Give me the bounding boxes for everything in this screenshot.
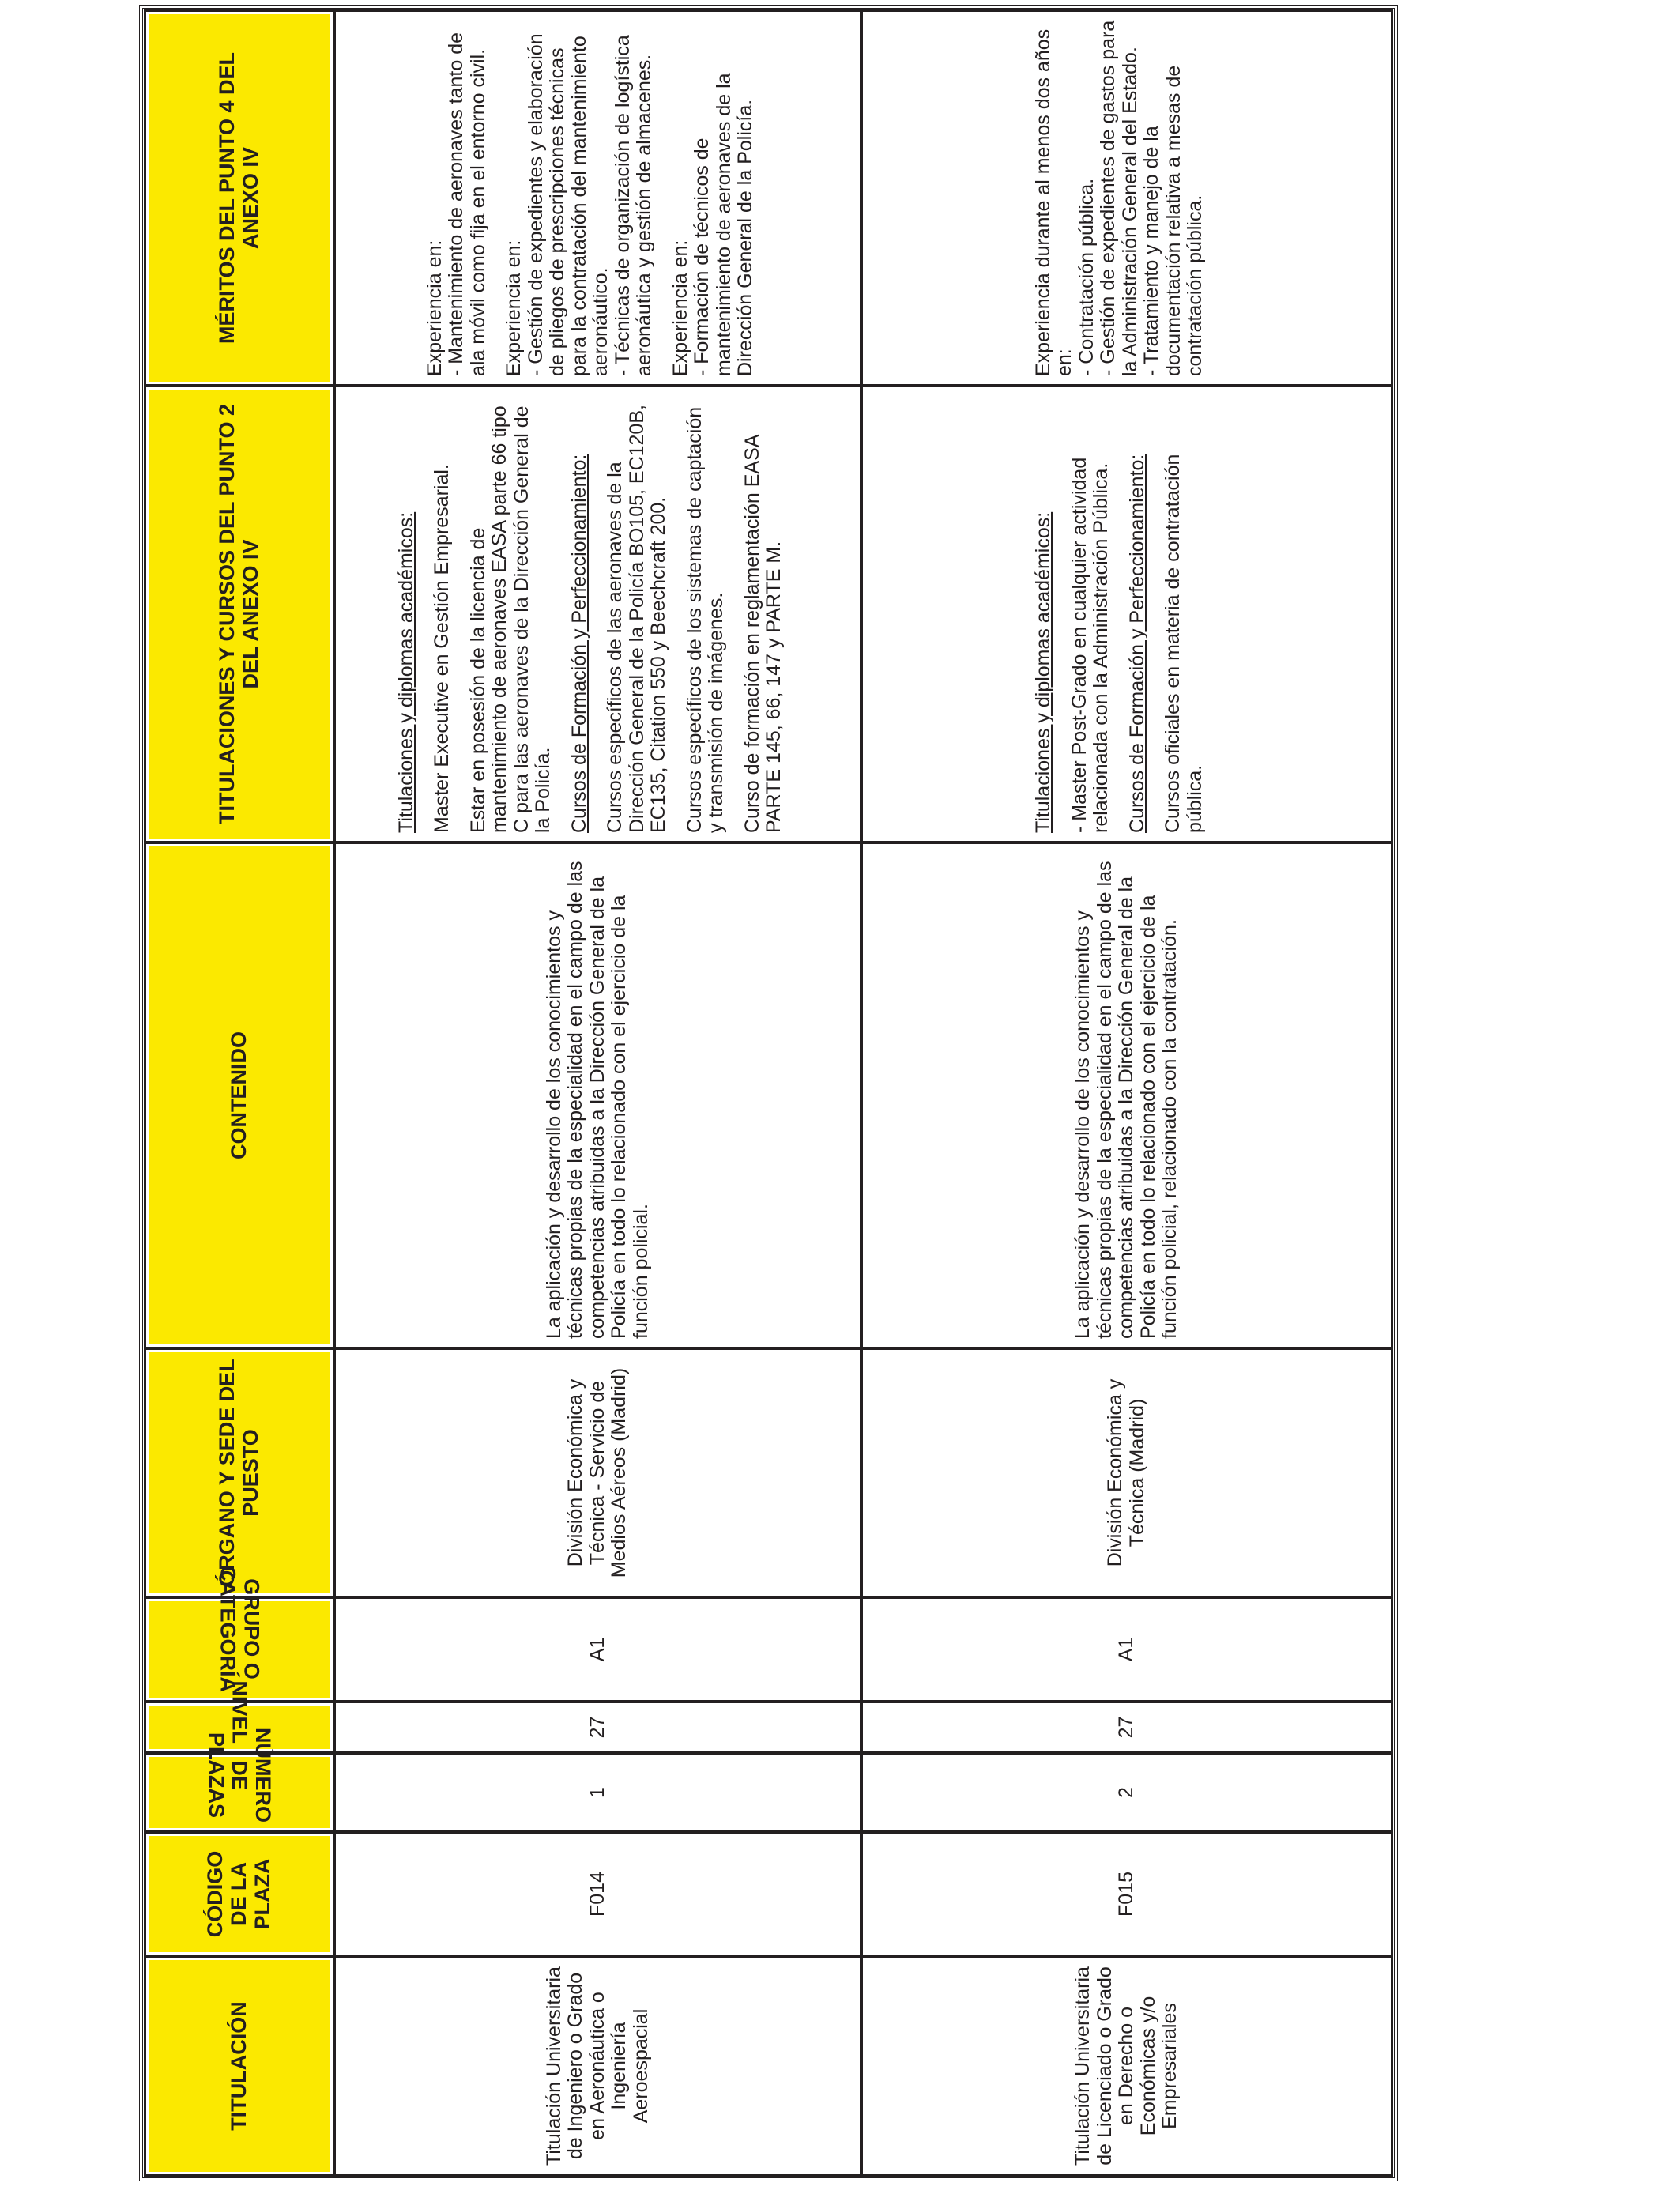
titulaciones-heading: Titulaciones y diplomas académicos: <box>394 511 417 833</box>
cursos-item: Curso de formación en reglamentación EASA PARTE 145, 66, 147 y PARTE M. <box>740 435 785 833</box>
titulaciones-item: - Master Post-Grado en cualquier actividad relacionada con la Administración Pública. <box>1068 457 1113 833</box>
titulaciones-heading: Titulaciones y diplomas académicos: <box>1032 511 1055 833</box>
cursos-item: Cursos oficiales en materia de contratación pública. <box>1162 454 1206 833</box>
cell-organo: División Económica y Técnica - Servicio de Medios Aéreos (Madrid) <box>334 1348 861 1597</box>
plazas-table <box>142 8 1395 2178</box>
meritos-group <box>424 20 490 376</box>
cell-titulacion: Titulación Universitaria de Ingeniero o Grado en Aeronáutica o Ingeniería Aeroespacial <box>334 1956 861 2176</box>
cell-contenido: La aplicación y desarrollo de los conocimientos y técnicas propias de la especialidad en el campo de las competencias atribuidas a la Dirección General de la Policía en todo lo relacionado con el ejercicio de la función policial, relacionado con la contratación. <box>861 843 1392 1348</box>
meritos-group-title: Experiencia en: <box>503 239 525 376</box>
cursos-heading: Cursos de Formación y Perfeccionamiento: <box>567 454 590 833</box>
cell-titulaciones-cursos <box>861 386 1392 843</box>
cell-grupo: A1 <box>861 1597 1392 1702</box>
meritos-group <box>1033 20 1207 376</box>
cell-meritos <box>861 10 1392 386</box>
titulaciones-item: Estar en posesión de la licencia de mantenimiento de aeronaves EASA parte 66 tipo C para las aeronaves de la Dirección General de la Policía. <box>466 405 555 833</box>
cell-contenido: La aplicación y desarrollo de los conocimientos y técnicas propias de la especialidad en el campo de las competencias atribuidas a la Dirección General de la Policía en todo lo relacionado con el ejercicio de la función policial. <box>334 843 861 1348</box>
header-meritos: MÉRITOS DEL PUNTO 4 DEL ANEXO IV <box>145 10 334 386</box>
meritos-group <box>503 20 656 376</box>
cell-codigo: F015 <box>861 1832 1392 1956</box>
meritos-line: - Formación de técnicos de mantenimiento de aeronaves de la Dirección General de la Policía. <box>691 73 757 376</box>
header-titulacion: TITULACIÓN <box>145 1956 334 2176</box>
table-row <box>861 10 1392 2176</box>
header-titulaciones-cursos: TITULACIONES Y CURSOS DEL PUNTO 2 DEL ANEXO IV <box>145 386 334 843</box>
meritos-line: - Gestión de expedientes de gastos para la Administración General del Estado. <box>1097 20 1141 376</box>
header-organo: ÓRGANO Y SEDE DEL PUESTO <box>145 1348 334 1597</box>
meritos-line: - Tratamiento y manejo de la documentación relativa a mesas de contratación pública. <box>1140 65 1207 376</box>
table-body <box>334 10 1392 2176</box>
cell-numero: 1 <box>334 1753 861 1832</box>
titulaciones-item: Master Executive en Gestión Empresarial. <box>431 464 454 833</box>
cell-titulacion: Titulación Universitaria de Licenciado o Grado en Derecho o Económicas y/o Empresariales <box>861 1956 1392 2176</box>
table-row <box>334 10 861 2176</box>
cursos-item: Cursos específicos de los sistemas de captación y transmisión de imágenes. <box>683 406 728 833</box>
cell-nivel: 27 <box>334 1702 861 1753</box>
cell-nivel: 27 <box>861 1702 1392 1753</box>
cursos-heading: Cursos de Formación y Perfeccionamiento: <box>1125 454 1148 833</box>
cell-numero: 2 <box>861 1753 1392 1832</box>
header-grupo: GRUPO O CATEGORÍA <box>145 1597 334 1702</box>
cell-grupo: A1 <box>334 1597 861 1702</box>
header-numero: NÚMERO DE PLAZAS <box>145 1753 334 1832</box>
rotated-table-wrapper <box>142 13 1395 2178</box>
meritos-line: - Contratación pública. <box>1075 178 1098 376</box>
cursos-item: Cursos específicos de las aeronaves de la Dirección General de la Policía BO105, EC120B, EC135, Citation 550 y Beechcraft 200. <box>604 405 670 833</box>
meritos-group-title: Experiencia en: <box>669 239 691 376</box>
cell-titulaciones-cursos <box>334 386 861 843</box>
meritos-group-title: Experiencia durante al menos dos años en: <box>1031 28 1076 376</box>
meritos-group-title: Experiencia en: <box>423 239 446 376</box>
meritos-line: - Técnicas de organización de logística aeronáutica y gestión de almacenes. <box>611 35 656 376</box>
header-codigo: CÓDIGO DE LA PLAZA <box>145 1832 334 1956</box>
header-contenido: CONTENIDO <box>145 843 334 1348</box>
cell-meritos <box>334 10 861 386</box>
header-row <box>145 10 334 2176</box>
header-nivel: NIVEL <box>145 1702 334 1753</box>
cell-codigo: F014 <box>334 1832 861 1956</box>
cell-organo: División Económica y Técnica (Madrid) <box>861 1348 1392 1597</box>
meritos-line: - Mantenimiento de aeronaves tanto de ala móvil como fija en el entorno civil. <box>445 32 489 376</box>
meritos-group <box>670 20 757 376</box>
meritos-line: - Gestión de expedientes y elaboración de pliegos de prescripciones técnicas para la contratación del mantenimiento aeronáutico. <box>524 33 612 376</box>
